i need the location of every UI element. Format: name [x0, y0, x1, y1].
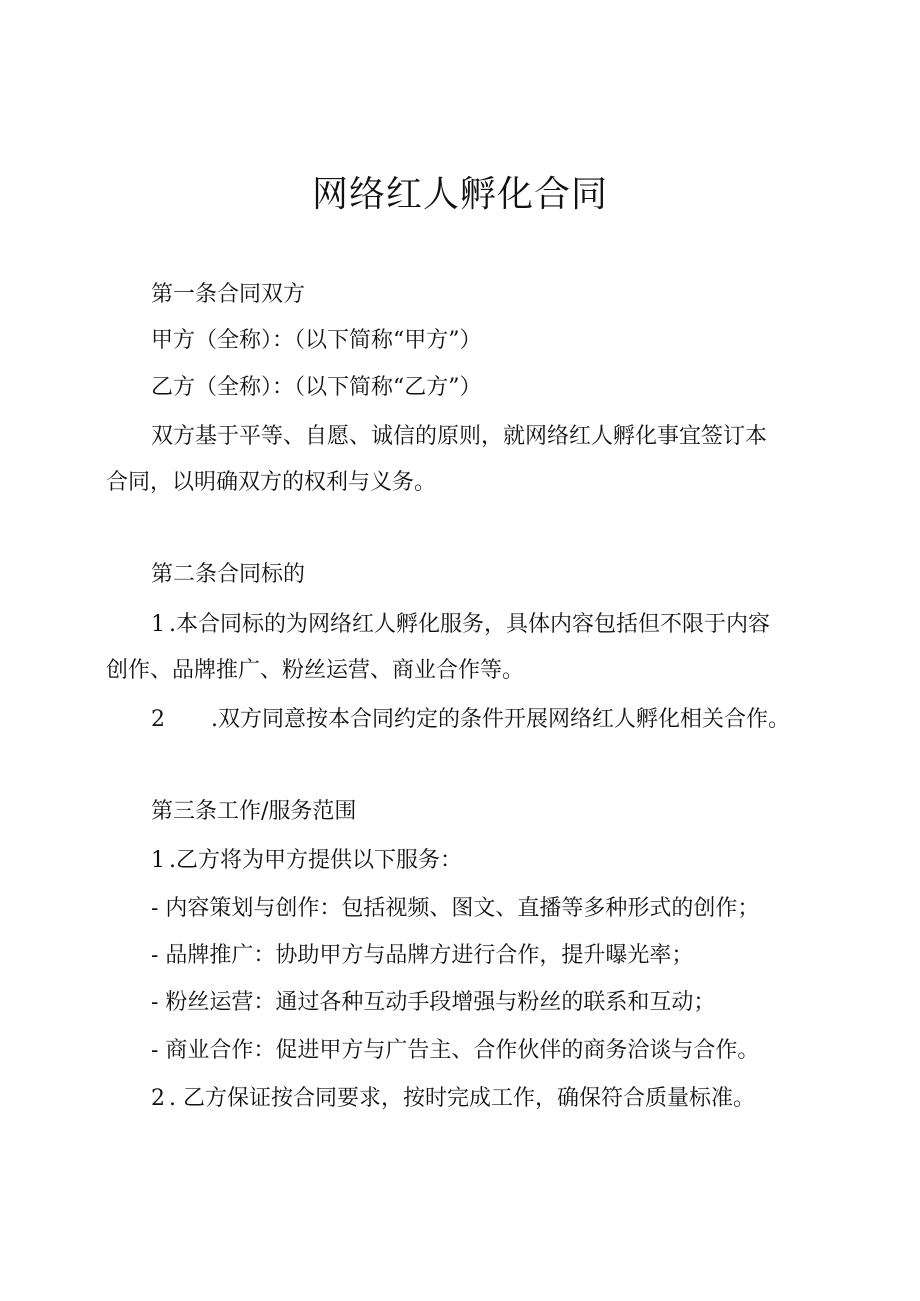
- article2-item1-number: 1: [151, 612, 165, 637]
- article3-item1-text: .乙方将为甲方提供以下服务：: [169, 848, 462, 873]
- article3-bullet-1: - 内容策划与创作：包括视频、图文、直播等多种形式的创作；: [151, 896, 760, 921]
- article3-bullet-4: - 商业合作：促进甲方与广告主、合作伙伴的商务洽谈与合作。: [151, 1038, 760, 1063]
- article3-bullet-3: - 粉丝运营：通过各种互动手段增强与粉丝的联系和互动；: [151, 990, 716, 1015]
- article2-item1-text: .本合同标的为网络红人孵化服务，具体内容包括但不限于内容: [169, 612, 770, 637]
- document-title: 网络红人孵化合同: [311, 174, 608, 215]
- party-a-line: 甲方（全称）：（以下简称“甲方”）: [151, 328, 482, 353]
- article2-item1-line2: 创作、品牌推广、粉丝运营、商业合作等。: [106, 658, 525, 683]
- article3-item2: [0, 1084, 920, 1114]
- article2-item2: [0, 705, 920, 735]
- article2-item2-text: .双方同意按本合同约定的条件开展网络红人孵化相关合作。: [211, 707, 790, 732]
- article3-item2-text: . 乙方保证按合同要求，按时完成工作，确保符合质量标准。: [169, 1086, 755, 1111]
- intro-line-2: 合同，以明确双方的权利与义务。: [106, 470, 437, 495]
- intro-line-1: 双方基于平等、自愿、诚信的原则，就网络红人孵化事宜签订本: [151, 424, 768, 449]
- article3-heading: 第三条工作/服务范围: [151, 799, 357, 824]
- article3-item1: [0, 846, 920, 876]
- party-b-line: 乙方（全称）：（以下简称“乙方”）: [151, 375, 482, 400]
- article3-item2-number: 2: [151, 1086, 165, 1111]
- article2-item1-line1: [0, 610, 920, 640]
- article2-heading: 第二条合同标的: [151, 562, 306, 587]
- article3-item1-number: 1: [151, 848, 165, 873]
- article1-heading: 第一条合同双方: [151, 282, 306, 307]
- article2-item2-number: 2: [151, 707, 165, 732]
- article3-bullet-2: - 品牌推广：协助甲方与品牌方进行合作，提升曝光率；: [151, 943, 694, 968]
